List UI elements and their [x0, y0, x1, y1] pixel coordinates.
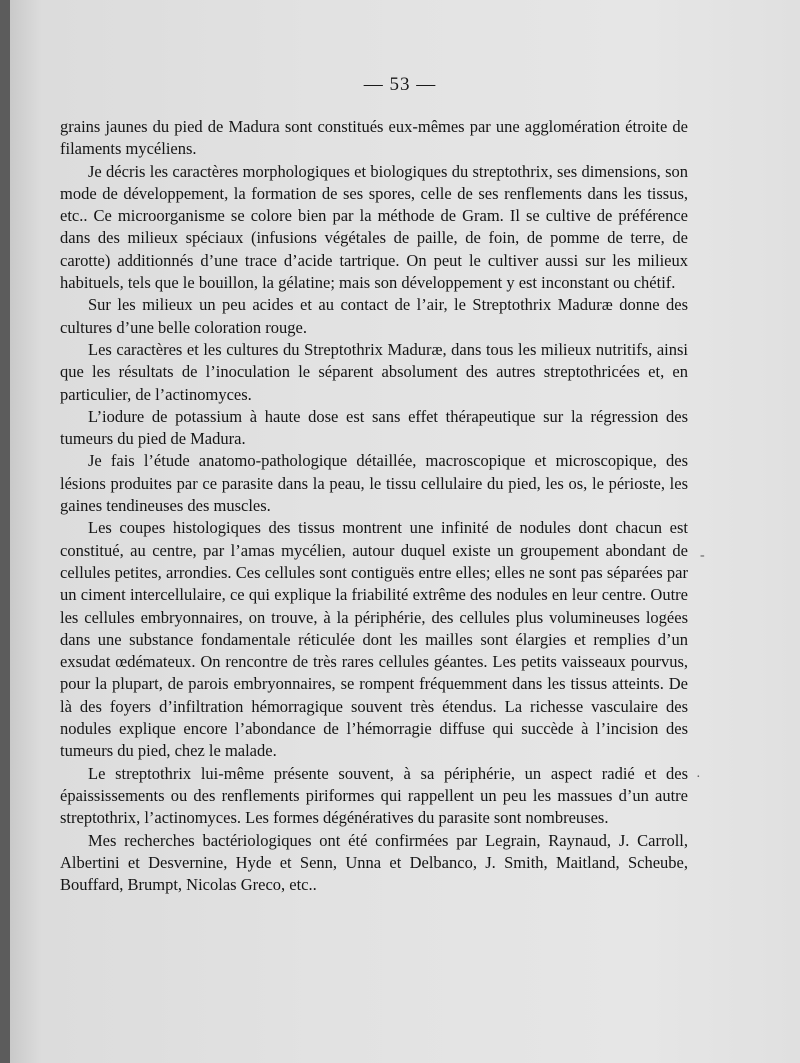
- paragraph: Le streptothrix lui-même présente souvent, à sa périphérie, un aspect radié et des épaississements ou des renflements piriformes qui rappellent un peu les massues d’un autre streptothrix, l’actinomyces. Les formes dégénératives du parasite sont nombreuses.: [60, 763, 688, 828]
- paragraph: Mes recherches bactériologiques ont été confirmées par Legrain, Raynaud, J. Carroll, Albertini et Desvernine, Hyde et Senn, Unna et Delbanco, J. Smith, Maitland, Scheube, Bouffard, Brumpt, Nicolas Greco, etc..: [60, 830, 688, 895]
- page-number: — 53 —: [363, 74, 437, 95]
- paragraph: Les caractères et les cultures du Streptothrix Maduræ, dans tous les milieux nutritifs, ainsi que les résultats de l’inoculation le séparent absolument des autres streptothricées et, en particulier, de l’actinomyces.: [60, 339, 688, 404]
- paragraph: Sur les milieux un peu acides et au contact de l’air, le Streptothrix Maduræ donne des cultures d’une belle coloration rouge.: [60, 295, 688, 337]
- margin-mark: ·: [696, 770, 701, 785]
- paragraph: L’iodure de potassium à haute dose est sans effet thérapeutique sur la régression des tumeurs du pied de Madura.: [60, 406, 688, 449]
- body-text: [60, 116, 688, 896]
- document-page: [10, 0, 800, 1063]
- paragraph: Je fais l’étude anatomo-pathologique détaillée, macroscopique et microscopique, des lésions produites par ce parasite dans la peau, le tissu cellulaire du pied, les os, le périoste, les gaines tendineuses des muscles.: [60, 451, 688, 516]
- paragraph: grains jaunes du pied de Madura sont constitués eux-mêmes par une agglomération étroite de filaments mycéliens.: [60, 117, 688, 159]
- margin-mark: -: [700, 548, 705, 563]
- paragraph: Les coupes histologiques des tissus montrent une infinité de nodules dont chacun est constitué, au centre, par l’amas mycélien, autour duquel existe un groupement abondant de cellules petites, arrondies. Ces cellules sont contiguës entre elles; elles ne sont pas séparées par un ciment intercellulaire, ce qui explique la friabilité extrême des nodules en leur centre. Outre les cellules embryonnaires, on trouve, à la périphérie, des cellules plus volumineuses logées dans une substance fondamentale réticulée dont les mailles sont élargies et remplies d’un exsudat œdémateux. On rencontre de très rares cellules géantes. Les petits vaisseaux pourvus, pour la plupart, de parois embryonnaires, se rompent fréquemment dans les tissus atteints. De là des foyers d’infiltration hémorragique souvent très étendus. La richesse vasculaire des nodules explique encore l’abondance de l’hémorragie diffuse qui succède à l’incision des tumeurs du pied, chez le malade.: [60, 518, 688, 761]
- paragraph: Je décris les caractères morphologiques et biologiques du streptothrix, ses dimensions, son mode de développement, la formation de ses spores, celle de ses renflements dans les tissus, etc.. Ce microorganisme se colore bien par la méthode de Gram. Il se cultive de préférence dans des milieux spéciaux (infusions végétales de paille, de foin, de pomme de terre, de carotte) additionnés d’une trace d’acide tartrique. On peut le cultiver aussi sur les milieux habituels, tels que le bouillon, la gélatine; mais son développement y est inconstant ou chétif.: [60, 161, 688, 293]
